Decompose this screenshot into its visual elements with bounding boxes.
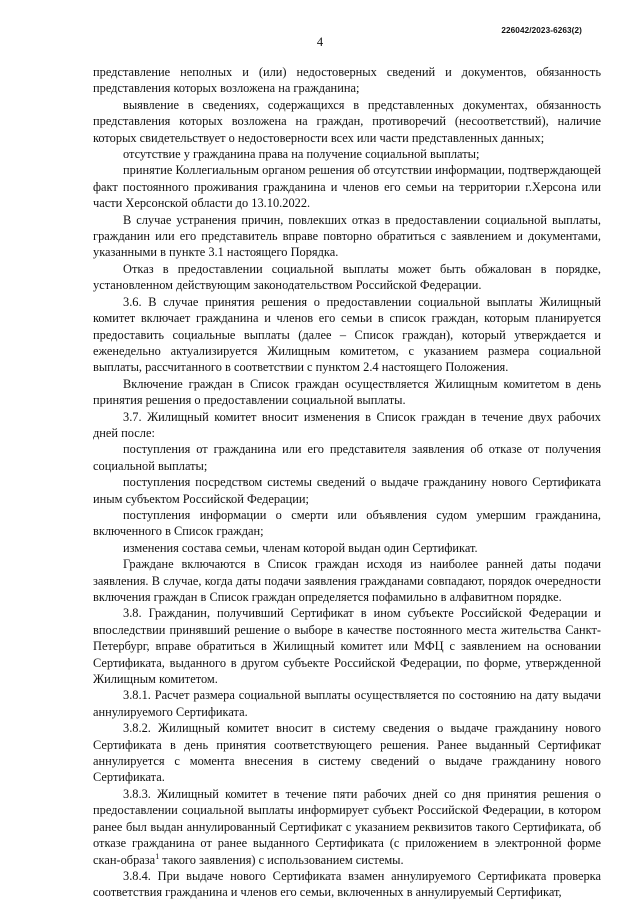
paragraph: поступления информации о смерти или объявления судом умершим гражданина, включенного в Список граждан; [93,507,601,539]
page-number: 4 [316,35,324,49]
paragraph: представление неполных и (или) недостоверных сведений и документов, обязанность представления которых возложена на гражданина; [93,65,601,96]
paragraph: принятие Коллегиальным органом решения об отсутствии информации, подтверждающей факт постоянного проживания гражданина и членов его семьи на территории г.Херсона или части Херсонской области до 13.10.2022. [93,163,601,211]
paragraph: поступления от гражданина или его представителя заявления об отказе от получения социальной выплаты; [93,442,601,473]
paragraph-3-8: 3.8. Гражданин, получивший Сертификат в ином субъекте Российской Федерации и впоследствии принявший решение о выборе в качестве постоянного места жительства Санкт-Петербург, вправе обратиться в Жилищный комитет или МФЦ с заявлением на основании Сертификата, выданного в другом субъекте Российской Федерации, по форме, утвержденной Жилищным комитетом. [93,606,601,687]
paragraph: В случае устранения причин, повлекших отказ в предоставлении социальной выплаты, гражданин или его представитель вправе повторно обратиться с заявлением и документами, указанными в пункте 3.1 настоящего Порядка. [93,212,601,260]
paragraph: изменения состава семьи, членам которой выдан один Сертификат. [123,540,478,555]
paragraph-3-8-1: 3.8.1. Расчет размера социальной выплаты осуществляется по состоянию на дату выдачи аннулируемого Сертификата. [93,688,601,719]
paragraph: Отказ в предоставлении социальной выплаты может быть обжалован в порядке, установленном действующим законодательством Российской Федерации. [93,261,601,293]
document-body [93,64,601,901]
paragraph: Включение граждан в Список граждан осуществляется Жилищным комитетом в день принятия решения о предоставлении социальной выплаты. [93,376,601,408]
paragraph-3-7: 3.7. Жилищный комитет вносит изменения в Список граждан в течение двух рабочих дней после: [93,409,601,440]
paragraph-3-6: 3.6. В случае принятия решения о предоставлении социальной выплаты Жилищный комитет включает гражданина и членов его семьи в список граждан, которым планируется предоставить социальные выплаты (далее – Список граждан), который утверждается и еженедельно актуализируется Жилищным комитетом, с указанием размера социальной выплаты, рассчитанного в соответствии с пунктом 2.4 настоящего Положения. [93,294,601,375]
paragraph-text-tail: такого заявления) с использованием системы. [159,852,404,867]
paragraph: Граждане включаются в Список граждан исходя из наиболее ранней даты подачи заявления. В случае, когда даты подачи заявления гражданами совпадают, порядок очередности включения граждан в Список граждан определяется пофамильно в алфавитном порядке. [93,557,601,604]
paragraph-3-8-4: 3.8.4. При выдаче нового Сертификата взамен аннулируемого Сертификата проверка соответствия гражданина и членов его семьи, включенных в аннулируемый Сертификат, [93,868,601,900]
paragraph-text: 3.8.3. Жилищный комитет в течение пяти рабочих дней со дня принятия решения о предоставлении социальной выплаты информирует субъект Российской Федерации, в котором ранее был выдан аннулированный Сертификат с указанием реквизитов такого Сертификата, об отказе гражданина от ранее выданного Сертификата (с приложением в электронной форме скан-образа [93,786,601,867]
document-number: 226042/2023-6263(2) [501,26,582,35]
paragraph: выявление в сведениях, содержащихся в представленных документах, обязанность представления которых возложена на граждан, противоречий (несоответствий), наличие которых свидетельствует о недостоверности всех или части представленных данных; [93,97,601,145]
paragraph-3-8-2: 3.8.2. Жилищный комитет вносит в систему сведения о выдаче гражданину нового Сертификата в день принятия соответствующего решения. Ранее выданный Сертификат аннулируется с момента внесения в систему сведений о выдаче гражданину нового Сертификата. [93,721,601,785]
paragraph-3-8-3 [93,786,601,868]
paragraph: отсутствие у гражданина права на получение социальной выплаты; [123,147,480,162]
paragraph: поступления посредством системы сведений о выдаче гражданину нового Сертификата иным субъектом Российской Федерации; [93,475,601,506]
footnote-marker: 1 [155,851,160,861]
